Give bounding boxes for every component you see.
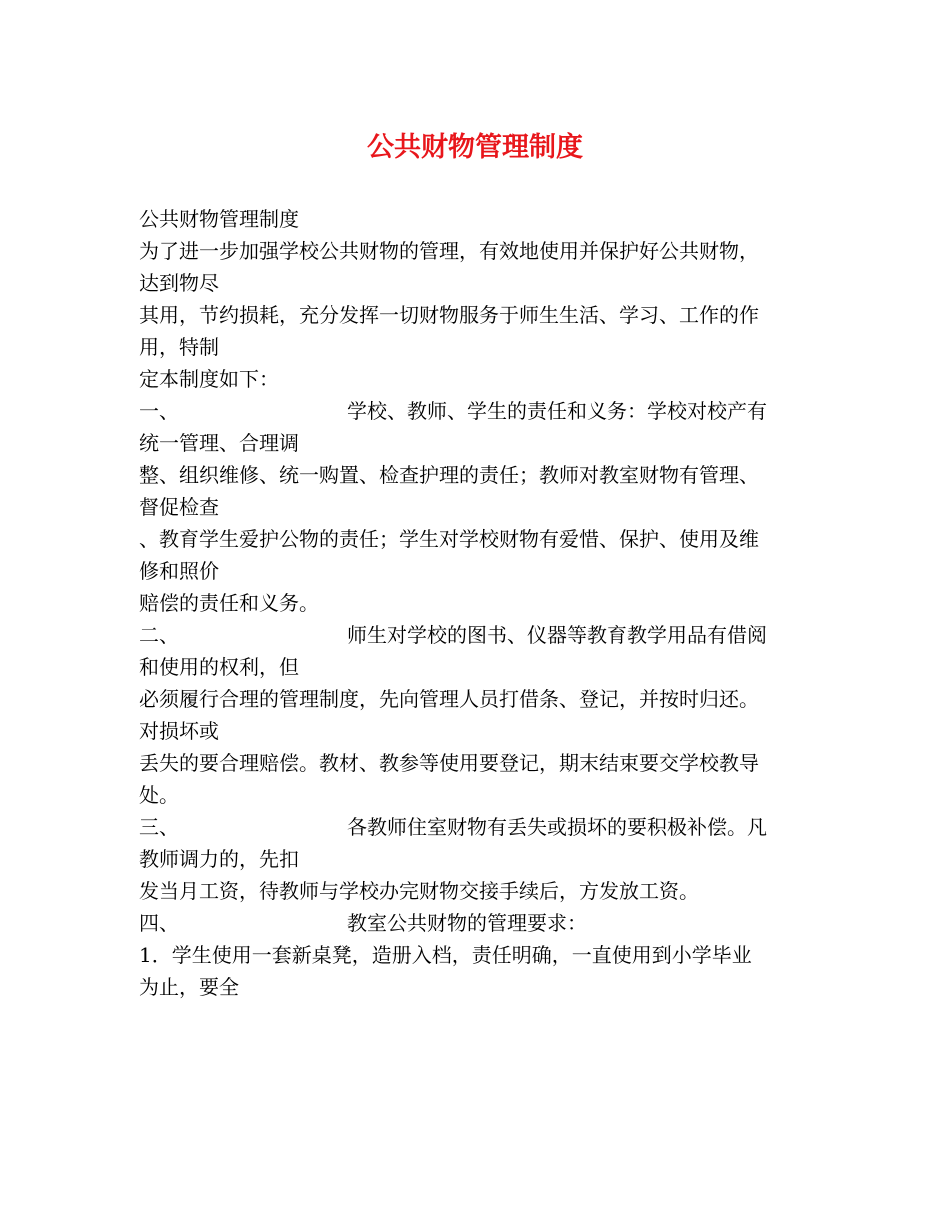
text-line: 其用，节约损耗，充分发挥一切财物服务于师生生活、学习、工作的作 [139,303,759,327]
text-line: 赔偿的责任和义务。 [139,591,319,615]
text-line: 整、组织维修、统一购置、检查护理的责任；教师对教室财物有管理、 [139,463,759,487]
text-line: 督促检查 [139,495,219,519]
section-heading-3 [139,811,819,843]
text-line: 达到物尽 [139,271,219,295]
text-line: 公共财物管理制度 [139,207,299,231]
section-number: 四、 [139,911,179,935]
section-number: 三、 [139,815,179,839]
section-heading-4 [139,907,819,939]
section-text: 学校、教师、学生的责任和义务：学校对校产有 [347,399,767,423]
text-line: 对损坏或 [139,719,219,743]
text-line: 和使用的权利，但 [139,655,299,679]
text-line: 定本制度如下： [139,367,279,391]
text-line: 为止，要全 [139,975,239,999]
document-body [139,203,819,1003]
text-line: 发当月工资，待教师与学校办完财物交接手续后，方发放工资。 [139,879,699,903]
section-text: 师生对学校的图书、仪器等教育教学用品有借阅 [347,623,767,647]
section-text: 教室公共财物的管理要求： [347,911,587,935]
text-line: 为了进一步加强学校公共财物的管理，有效地使用并保护好公共财物， [139,239,759,263]
section-text: 各教师住室财物有丢失或损坏的要积极补偿。凡 [347,815,767,839]
text-line: 、教育学生爱护公物的责任；学生对学校财物有爱惜、保护、使用及维 [139,527,759,551]
text-line: 处。 [139,783,179,807]
section-heading-1 [139,395,819,427]
text-line: 修和照价 [139,559,219,583]
document-title: 公共财物管理制度 [367,132,583,163]
text-line: 用，特制 [139,335,219,359]
text-line: 教师调力的，先扣 [139,847,299,871]
text-line: 1．学生使用一套新桌凳，造册入档，责任明确，一直使用到小学毕业 [139,943,752,967]
text-line: 丢失的要合理赔偿。教材、教参等使用要登记，期末结束要交学校教导 [139,751,759,775]
section-number: 二、 [139,623,179,647]
section-heading-2 [139,619,819,651]
section-number: 一、 [139,399,179,423]
text-line: 必须履行合理的管理制度，先向管理人员打借条、登记，并按时归还。 [139,687,759,711]
text-line: 统一管理、合理调 [139,431,299,455]
